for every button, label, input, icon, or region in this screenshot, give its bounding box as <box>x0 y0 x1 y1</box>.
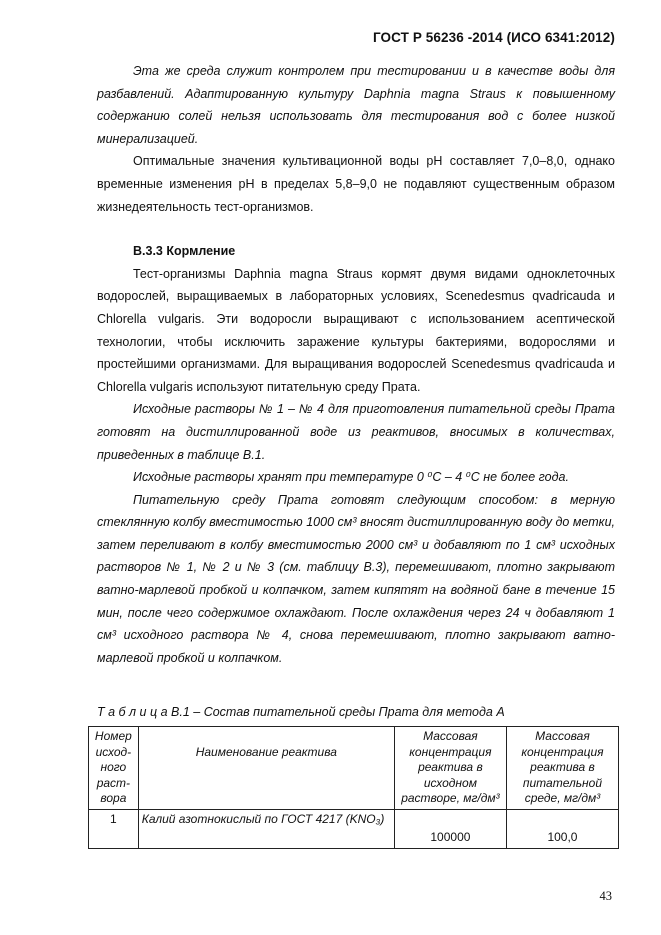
paragraph-feeding: Тест-организмы Daphnia magna Straus кормят двумя видами одноклеточных водорослей, выращиваемых в лабораторных условиях, Scenedesmus qvadricauda и Chlorella vulgaris. Эти водоросли выращивают с использованием асептической технологии, чтобы исключить заражение культуры бактериями, водорослями и простейшими организмами. Для выращивания водорослей Scenedesmus qvadricauda и Chlorella vulgaris используют питательную среду Прата. <box>97 266 615 394</box>
header-reagent-name: Наименование реактива <box>138 727 394 810</box>
paragraph-storage: Исходные растворы хранят при температуре 0 ⁰С – 4 ⁰С не более года. <box>133 470 569 485</box>
cell-conc-medium: 100,0 <box>506 809 618 848</box>
cell-reagent-name: Калий азотнокислый по ГОСТ 4217 (KNO₃) <box>138 809 394 848</box>
header-conc-stock: Массовая концентрация реактива в исходном растворе, мг/дм³ <box>394 727 506 810</box>
header-number: Номер исход-ного раст-вора <box>89 727 139 810</box>
document-body <box>97 60 615 669</box>
paragraph-stock-solutions: Исходные растворы № 1 – № 4 для приготовления питательной среды Прата готовят на дистиллированной воде из реактивов, вносимых в количествах, приведенных в таблице В.1. <box>97 402 615 462</box>
cell-number: 1 <box>89 809 139 848</box>
cell-conc-stock: 100000 <box>394 809 506 848</box>
table-header-row <box>89 727 619 810</box>
spacer <box>97 218 615 240</box>
table-row <box>89 809 619 848</box>
section-heading-feeding: В.3.3 Кормление <box>133 244 236 259</box>
header-conc-medium: Массовая концентрация реактива в питательной среде, мг/дм³ <box>506 727 618 810</box>
paragraph-ph-values: Оптимальные значения культивационной воды pH составляет 7,0–8,0, однако временные изменения pH в пределах 5,8–9,0 не подавляют существенным образом жизнедеятельность тест-организмов. <box>97 154 615 214</box>
document-header: ГОСТ Р 56236 -2014 (ИСО 6341:2012) <box>372 30 615 45</box>
paragraph-control-medium: Эта же среда служит контролем при тестировании и в качестве воды для разбавлений. Адаптированную культуру Daphnia magna Straus к повышенному содержанию солей нельзя использовать для тестирования вод с более низкой минерализацией. <box>97 64 615 146</box>
page-number: 43 <box>599 889 612 903</box>
paragraph-preparation: Питательную среду Прата готовят следующим способом: в мерную стеклянную колбу вместимостью 1000 см³ вносят дистиллированную воду до метки, затем переливают в колбу вместимостью 2000 см³ и добавляют по 1 см³ исходных растворов № 1, № 2 и № 3 (см. таблицу В.3), перемешивают, плотно закрывают ватно-марлевой пробкой и колпачком, затем кипятят на водяной бане в течение 15 мин, после чего содержимое охлаждают. После охлаждения через 24 ч добавляют 1 см³ исходного раствора № 4, снова перемешивают, плотно закрывают ватно-марлевой пробкой и колпачком. <box>97 492 615 665</box>
composition-table <box>88 726 619 849</box>
table-caption: Т а б л и ц а В.1 – Состав питательной среды Прата для метода А <box>97 705 505 719</box>
